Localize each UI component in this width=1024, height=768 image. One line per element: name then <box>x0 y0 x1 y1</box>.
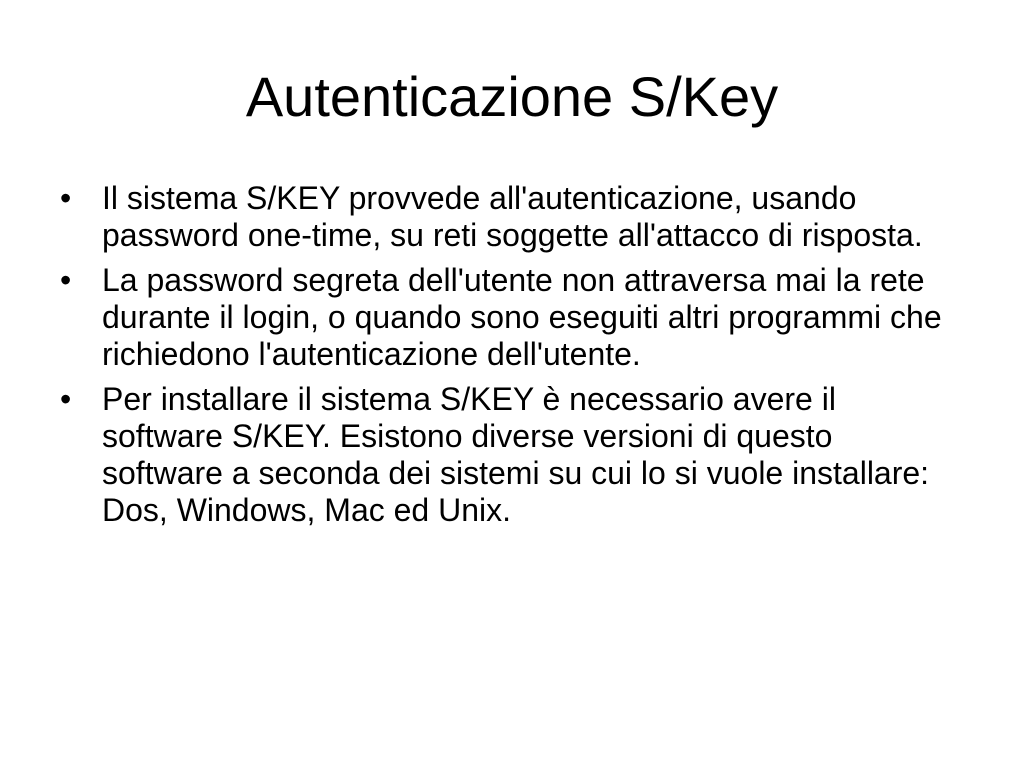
bullet-list <box>60 180 960 537</box>
bullet-marker: • <box>60 180 72 216</box>
bullet-text: Per installare il sistema S/KEY è necessario avere il software S/KEY. Esistono diverse versioni di questo software a seconda dei sistemi su cui lo si vuole installare: Dos, Windows, Mac ed Unix. <box>102 381 930 528</box>
slide-title: Autenticazione S/Key <box>245 65 779 128</box>
bullet-text: Il sistema S/KEY provvede all'autenticazione, usando password one-time, su reti soggette all'attacco di risposta. <box>102 180 923 253</box>
bullet-marker: • <box>60 381 72 417</box>
bullet-item <box>60 381 960 529</box>
bullet-marker: • <box>60 262 72 298</box>
bullet-item <box>60 262 960 373</box>
bullet-item <box>60 180 960 254</box>
bullet-text: La password segreta dell'utente non attraversa mai la rete durante il login, o quando sono eseguiti altri programmi che richiedono l'autenticazione dell'utente. <box>102 262 942 372</box>
